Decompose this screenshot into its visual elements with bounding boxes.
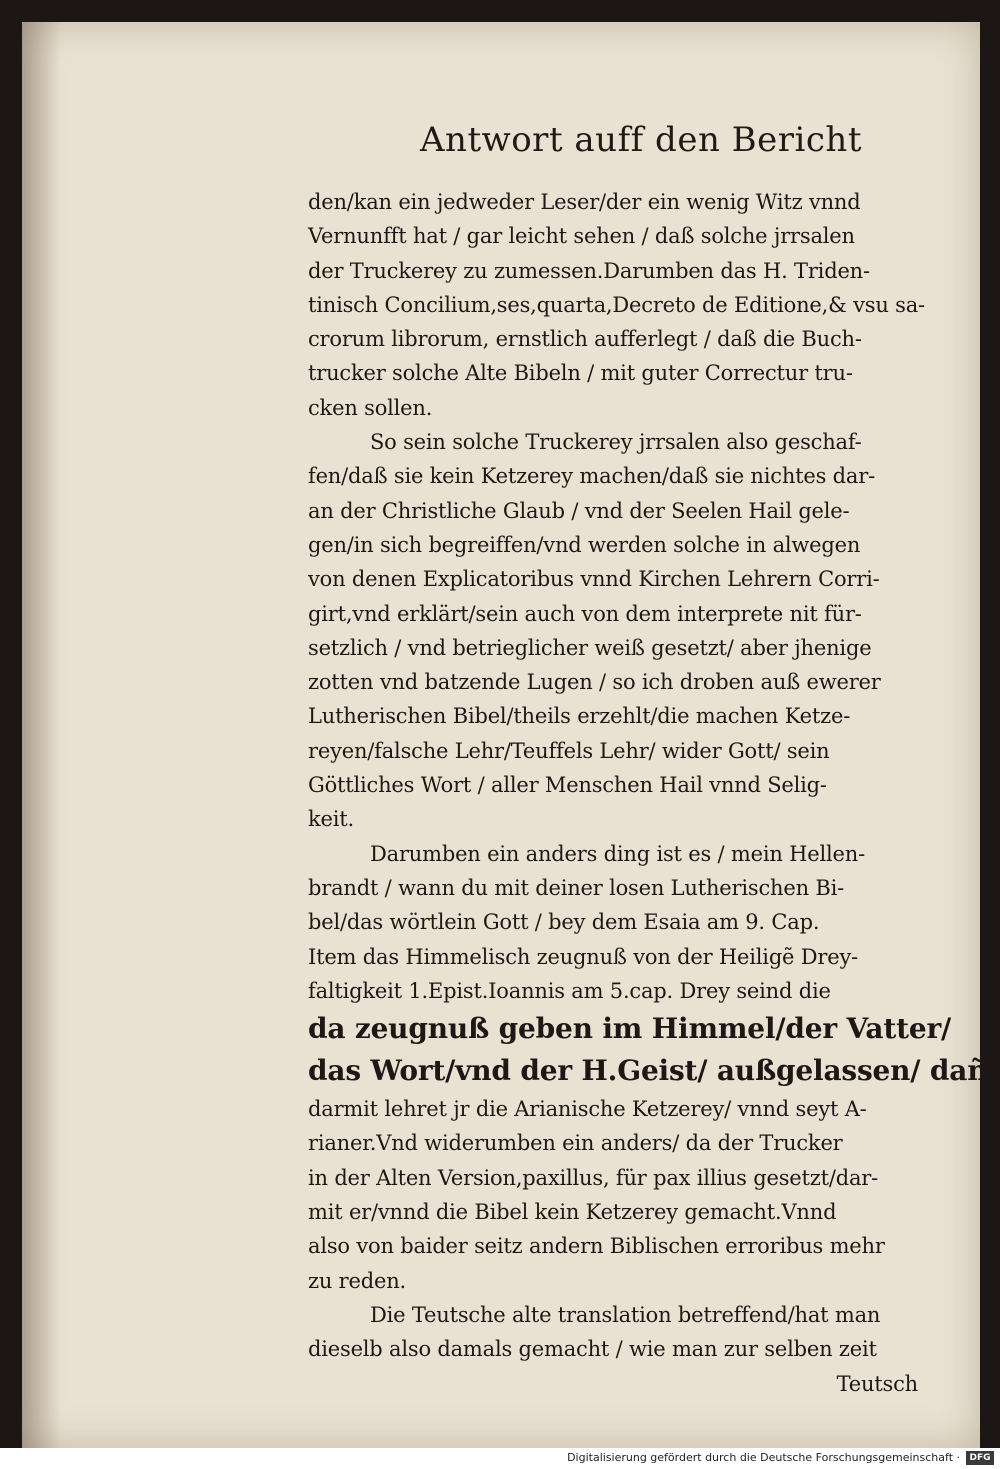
footer-credit: Digitalisierung gefördert durch die Deutsche Forschungsgemeinschaft · bbox=[567, 1451, 960, 1464]
running-header: Antwort auff den Bericht bbox=[420, 120, 862, 160]
text-line: Vernunfft hat / gar leicht sehen / daß solche jrrsalen bbox=[308, 224, 855, 249]
text-line: cken sollen. bbox=[308, 395, 433, 420]
text-line-emphasis: das Wort/vnd der H.Geist/ außgelassen/ dañ bbox=[308, 1054, 988, 1088]
text-line: rianer.Vnd widerumben ein anders/ da der Trucker bbox=[308, 1131, 843, 1156]
text-line: gen/in sich begreiffen/vnd werden solche in alwegen bbox=[308, 532, 861, 557]
text-line: darmit lehret jr die Arianische Ketzerey/ vnnd seyt A- bbox=[308, 1097, 867, 1122]
text-line: der Truckerey zu zumessen.Darumben das H. Triden- bbox=[308, 258, 870, 283]
text-line: trucker solche Alte Bibeln / mit guter Correctur tru- bbox=[308, 361, 853, 386]
text-line: an der Christliche Glaub / vnd der Seelen Hail gele- bbox=[308, 498, 850, 523]
text-line: zu reden. bbox=[308, 1268, 407, 1293]
text-line: von denen Explicatoribus vnnd Kirchen Lehrern Corri- bbox=[308, 567, 880, 592]
text-line: girt,vnd erklärt/sein auch von dem interprete nit für- bbox=[308, 601, 862, 626]
text-line: tinisch Concilium,ses,quarta,Decreto de Editione,& vsu sa- bbox=[308, 292, 925, 317]
catchword: Teutsch bbox=[836, 1371, 918, 1396]
text-line: den/kan ein jedweder Leser/der ein wenig Witz vnnd bbox=[308, 190, 861, 214]
text-line: keit. bbox=[308, 807, 354, 832]
text-line: setzlich / vnd betrieglicher weiß gesetzt/ aber jhenige bbox=[308, 635, 872, 660]
text-line: bel/das wörtlein Gott / bey dem Esaia am 9. Cap. bbox=[308, 910, 820, 935]
text-line: zotten vnd batzende Lugen / so ich droben auß ewerer bbox=[308, 670, 881, 695]
text-line: also von baider seitz andern Biblischen erroribus mehr bbox=[308, 1234, 885, 1259]
footer-bar bbox=[0, 1448, 1000, 1469]
text-line: Item das Himmelisch zeugnuß von der Heiligẽ Drey- bbox=[308, 944, 859, 969]
text-line: reyen/falsche Lehr/Teuffels Lehr/ wider Gott/ sein bbox=[308, 738, 830, 763]
text-line: Lutherischen Bibel/theils erzehlt/die machen Ketze- bbox=[308, 704, 851, 729]
text-line: brandt / wann du mit deiner losen Lutherischen Bi- bbox=[308, 875, 845, 900]
dfg-logo: DFG bbox=[966, 1451, 994, 1465]
body-text bbox=[308, 185, 988, 1401]
text-line: fen/daß sie kein Ketzerey machen/daß sie nichtes dar- bbox=[308, 464, 875, 489]
text-line-emphasis: da zeugnuß geben im Himmel/der Vatter/ bbox=[308, 1012, 952, 1046]
text-line: Die Teutsche alte translation betreffend/hat man bbox=[370, 1302, 881, 1327]
spine-shadow bbox=[22, 22, 62, 1448]
text-line: Göttliches Wort / aller Menschen Hail vnnd Selig- bbox=[308, 773, 827, 798]
text-line: So sein solche Truckerey jrrsalen also geschaf- bbox=[370, 430, 862, 455]
text-line: in der Alten Version,paxillus, für pax illius gesetzt/dar- bbox=[308, 1165, 879, 1190]
text-line: faltigkeit 1.Epist.Ioannis am 5.cap. Drey seind die bbox=[308, 978, 831, 1003]
text-line: crorum librorum, ernstlich aufferlegt / daß die Buch- bbox=[308, 327, 862, 352]
text-line: dieselb also damals gemacht / wie man zur selben zeit bbox=[308, 1337, 877, 1362]
text-line: Darumben ein anders ding ist es / mein Hellen- bbox=[370, 841, 865, 866]
text-line: mit er/vnnd die Bibel kein Ketzerey gemacht.Vnnd bbox=[308, 1200, 837, 1225]
